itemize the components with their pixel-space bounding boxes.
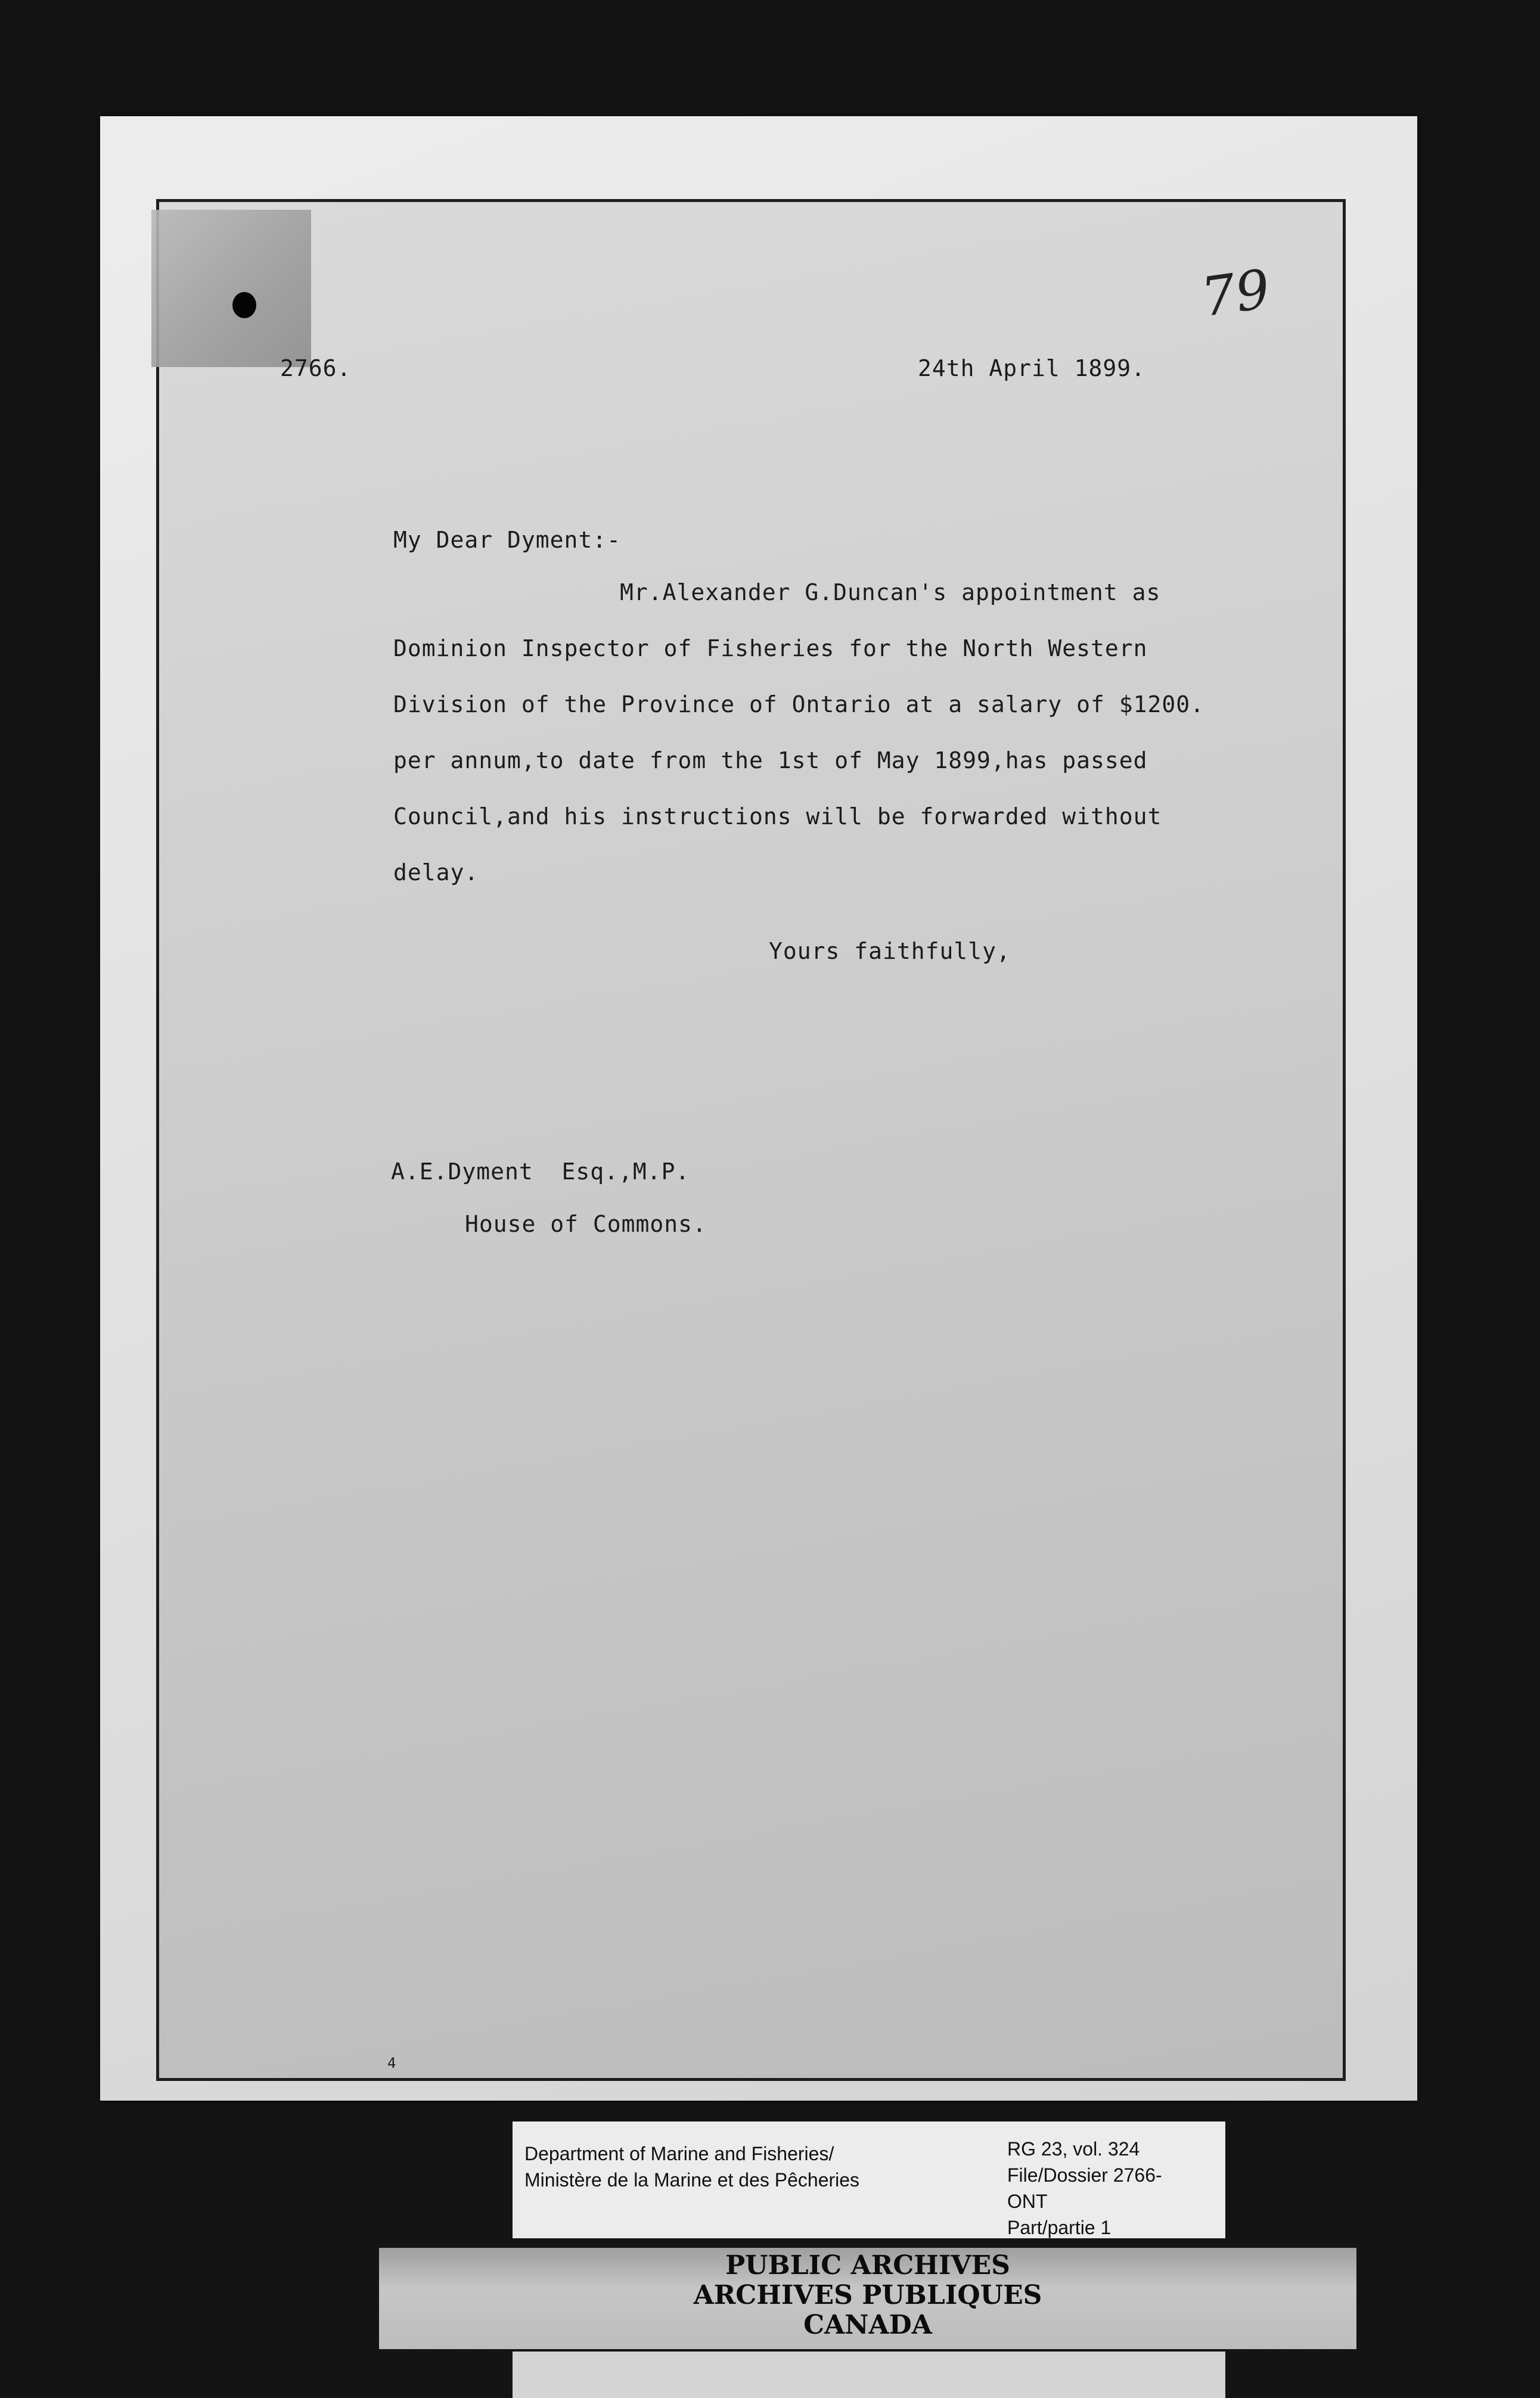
reference-number: 2766. — [280, 355, 352, 381]
body-line: Division of the Province of Ontario at a salary of $1200. — [393, 691, 1205, 717]
letter-date: 24th April 1899. — [918, 355, 1146, 381]
letter-page — [156, 199, 1346, 2081]
addressee-name: A.E.Dyment Esq.,M.P. — [391, 1158, 690, 1185]
label-department: Department of Marine and Fisheries/ — [524, 2143, 834, 2164]
body-line: Dominion Inspector of Fisheries for the North Western — [393, 635, 1148, 661]
label-ministry: Ministère de la Marine et des Pêcheries — [524, 2169, 860, 2191]
body-line: delay. — [393, 859, 479, 886]
archives-line: PUBLIC ARCHIVES — [725, 2250, 1010, 2281]
body-line: Council,and his instructions will be forwarded without — [393, 803, 1162, 830]
bottom-strip — [513, 2352, 1225, 2398]
closing: Yours faithfully, — [769, 938, 1011, 964]
archives-line: ARCHIVES PUBLIQUES — [693, 2280, 1042, 2310]
label-file-suffix: ONT — [1007, 2191, 1048, 2212]
salutation: My Dear Dyment:- — [393, 527, 622, 553]
page-mark: 4 — [387, 2055, 397, 2071]
addressee-place: House of Commons. — [465, 1211, 707, 1237]
body-line: Mr.Alexander G.Duncan's appointment as — [620, 579, 1161, 605]
body-line: per annum,to date from the 1st of May 1899,has passed — [393, 747, 1148, 774]
folio-number: 79 — [1197, 257, 1274, 330]
corner-tab — [151, 210, 311, 367]
punch-hole — [232, 292, 256, 318]
label-file: File/Dossier 2766- — [1007, 2164, 1162, 2186]
label-record-group: RG 23, vol. 324 — [1007, 2138, 1140, 2160]
archives-line: CANADA — [803, 2310, 932, 2340]
label-part: Part/partie 1 — [1007, 2217, 1111, 2238]
